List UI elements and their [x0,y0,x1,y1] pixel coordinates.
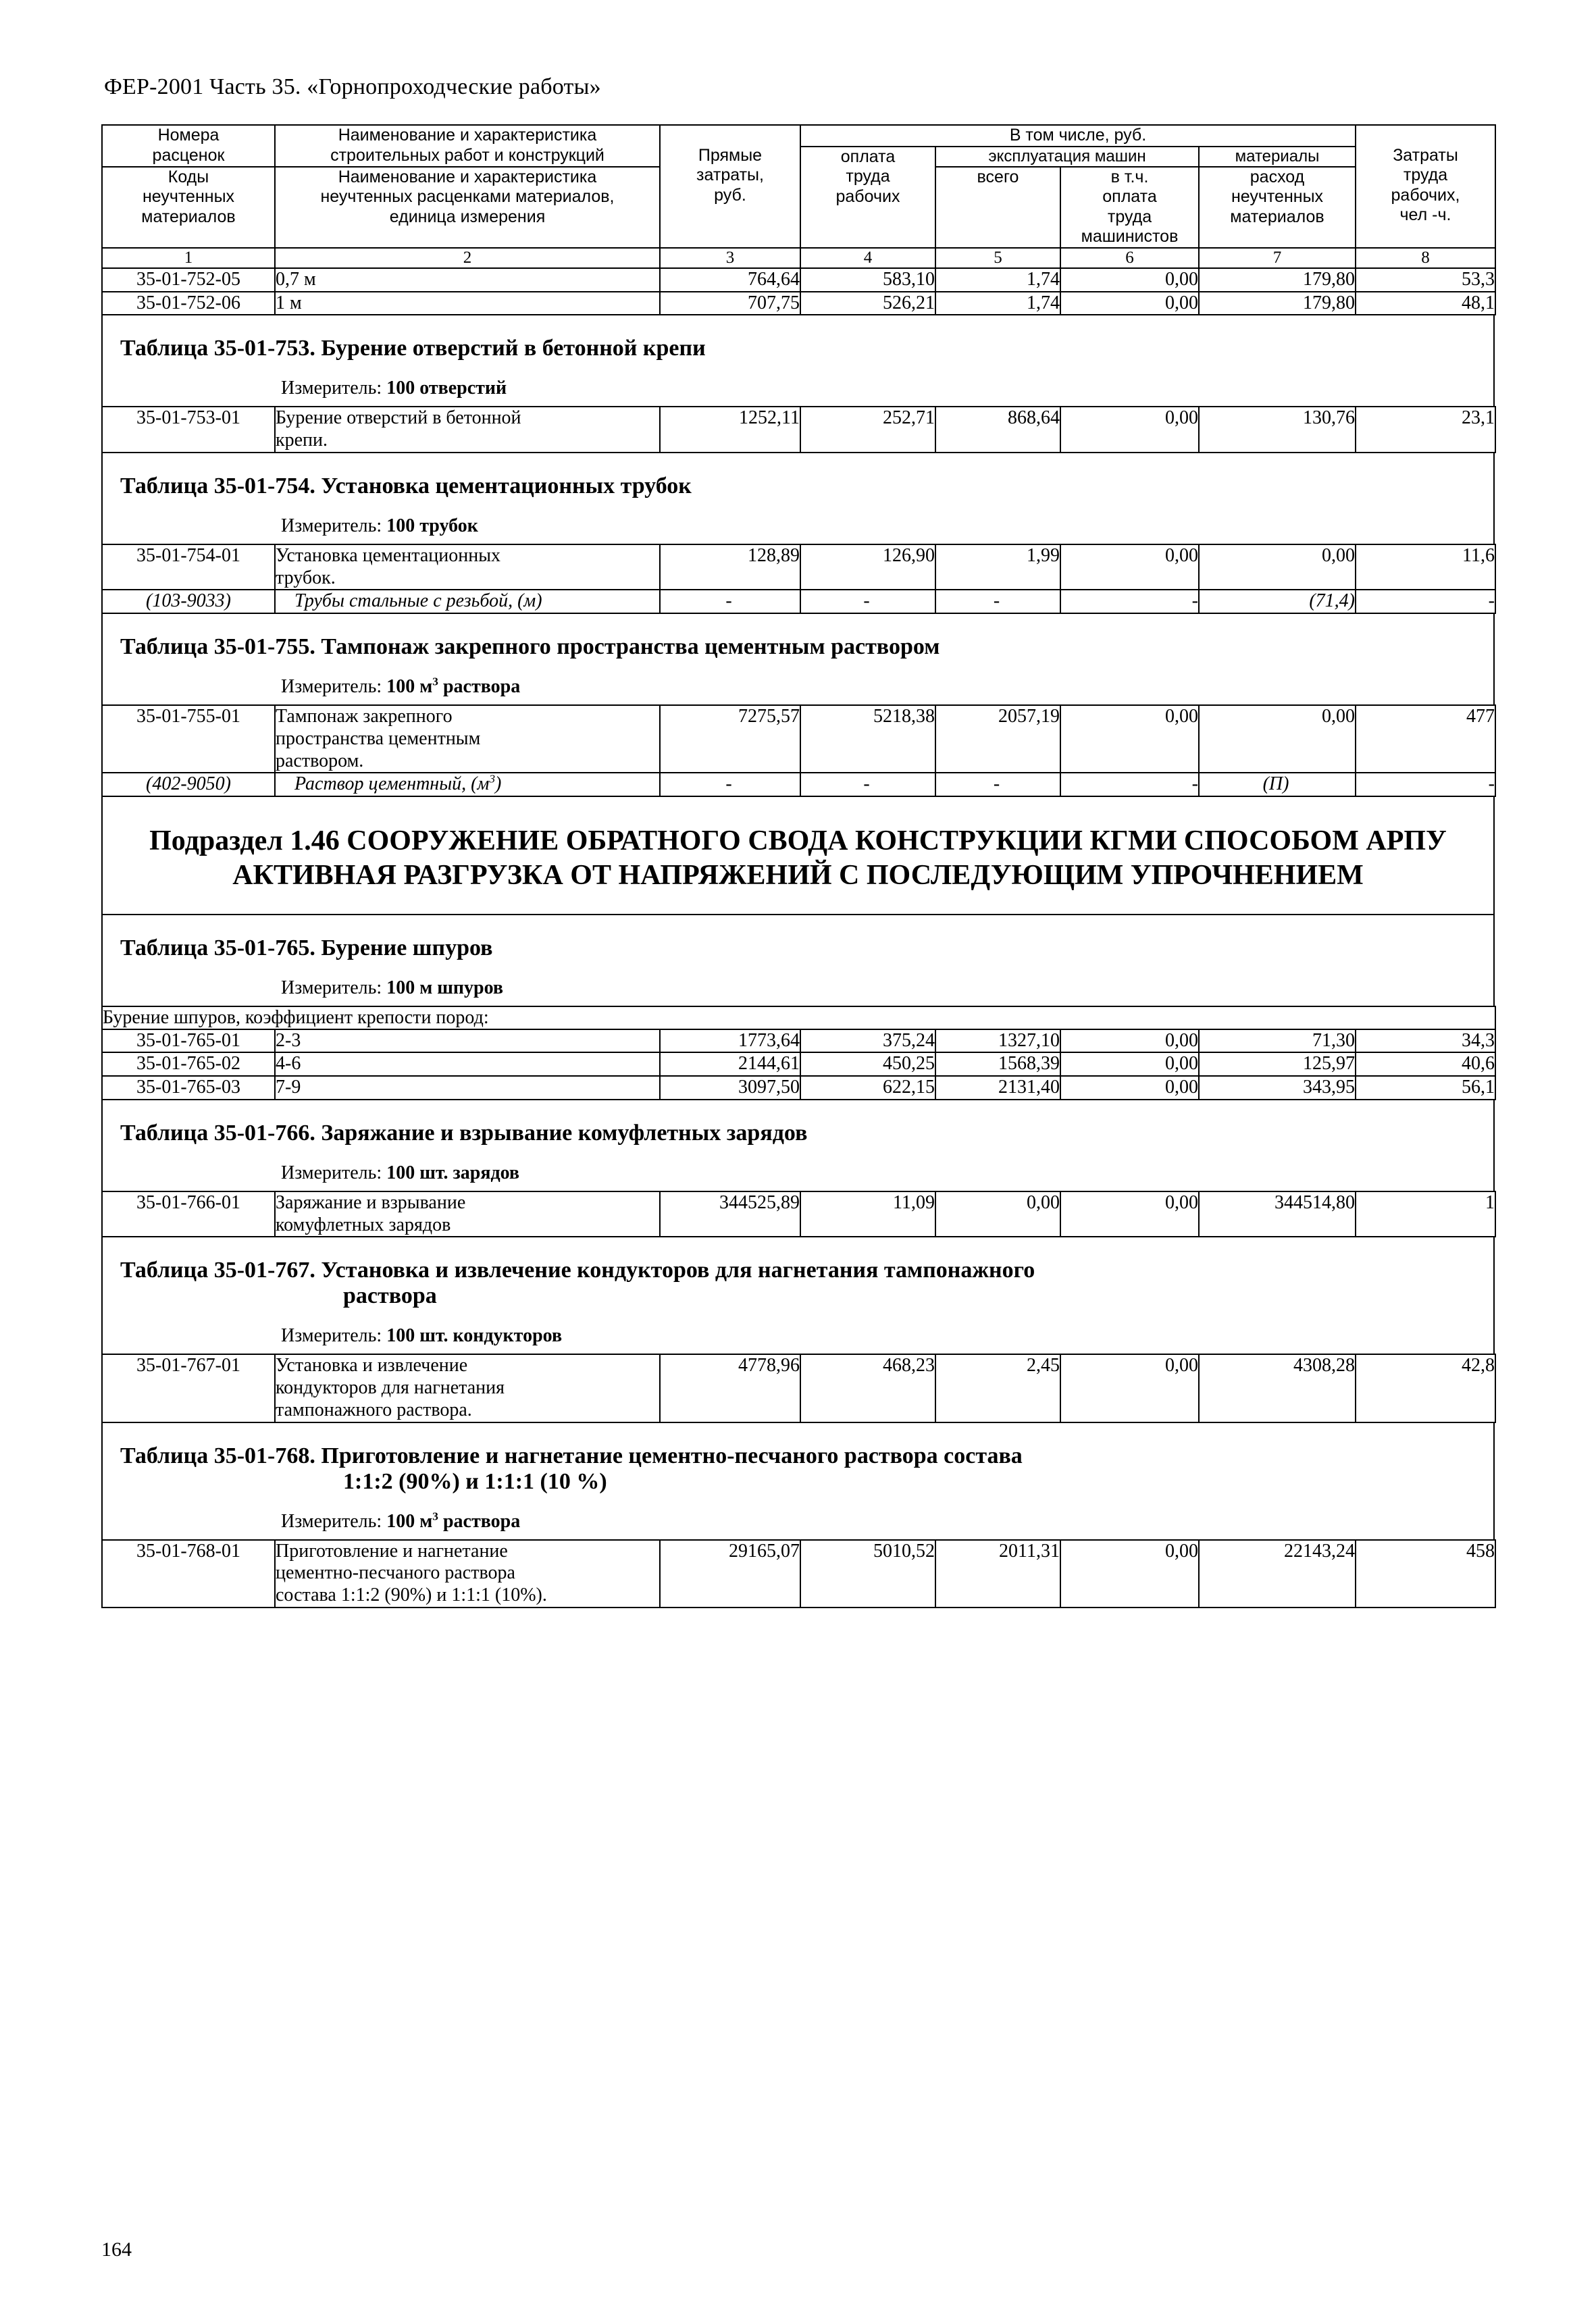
row-v6: 0,00 [1060,1540,1199,1608]
row-v5: 0,00 [935,1191,1060,1237]
table-subhead-row [102,1006,1495,1029]
th-codes-top: Номера расценок [102,125,275,167]
row-v8: 23,1 [1356,407,1495,453]
row-desc: Раствор цементный, $(м^3)$ [275,773,660,796]
row-code: 35-01-755-01 [102,705,275,773]
row-v5: - [935,590,1060,613]
row-v5: 1,74 [935,268,1060,292]
colnum-6: 6 [1060,248,1199,268]
row-v4: 252,71 [800,407,935,453]
section-767-head [101,1237,1495,1354]
row-v7: 125,97 [1199,1052,1356,1076]
row-v8: 1 [1356,1191,1495,1237]
rates-table-header [101,124,1496,315]
row-desc: Приготовление и нагнетание цементно-песчаного раствора состава 1:1:2 (90%) и 1:1:1 (10%). [275,1540,660,1608]
row-v6: 0,00 [1060,705,1199,773]
izmeritel-line [103,1318,1493,1354]
th-name-top: Наименование и характеристика строительных работ и конструкций [275,125,660,167]
row-v6: 0,00 [1060,292,1199,315]
row-v3: - [660,590,800,613]
row-v7: (71,4) [1199,590,1356,613]
row-v7: 0,00 [1199,544,1356,590]
section-755-head [101,614,1495,704]
table-row [102,407,1495,453]
row-v5: 1,74 [935,292,1060,315]
th-name-bottom: Наименование и характеристика неучтенных расценками материалов, единица измерения [275,167,660,248]
table-title: Таблица 35-01-766. Заряжание и взрывание комуфлетных зарядов [120,1120,808,1146]
row-v5: 2057,19 [935,705,1060,773]
rates-table-755 [101,704,1496,797]
row-v7: 71,30 [1199,1029,1356,1053]
table-row [102,292,1495,315]
row-v8: 11,6 [1356,544,1495,590]
row-code: 35-01-752-05 [102,268,275,292]
colnum-7: 7 [1199,248,1356,268]
row-v3: 4778,96 [660,1354,800,1422]
row-v8: - [1356,773,1495,796]
row-code: 35-01-765-03 [102,1076,275,1100]
row-code: 35-01-765-02 [102,1052,275,1076]
th-machines: эксплуатация машин [935,147,1199,167]
izmeritel-value: 100 $м^3$ раствора [386,675,521,698]
th-codes-bottom: Коды неучтенных материалов [102,167,275,248]
row-desc: Бурение отверстий в бетонной крепи. [275,407,660,453]
row-code: 35-01-752-06 [102,292,275,315]
row-desc: 2-3 [275,1029,660,1053]
th-machinist-pay: в т.ч. оплата труда машинистов [1060,167,1199,248]
row-desc: Тампонаж закрепного пространства цементным раствором. [275,705,660,773]
row-v4: 11,09 [800,1191,935,1237]
table-row [102,544,1495,590]
rates-table-754 [101,544,1496,614]
row-v5: - [935,773,1060,796]
row-desc: 4-6 [275,1052,660,1076]
th-machines-total: всего [935,167,1060,248]
row-code: 35-01-765-01 [102,1029,275,1053]
row-code: (402-9050) [102,773,275,796]
row-v4: 126,90 [800,544,935,590]
rates-table-765 [101,1006,1496,1100]
table-title-line1: Таблица 35-01-767. Установка и извлечение кондукторов для нагнетания тампонажного [120,1258,1035,1283]
row-v7: 343,95 [1199,1076,1356,1100]
th-group-including: В том числе, руб. [800,125,1356,147]
row-v3: 764,64 [660,268,800,292]
izmeritel-label: Измеритель: [281,1325,382,1347]
row-v5: 1,99 [935,544,1060,590]
row-v6: 0,00 [1060,1354,1199,1422]
row-v4: 375,24 [800,1029,935,1053]
izmeritel-value: 100 м шпуров [386,977,504,998]
row-v4: 5218,38 [800,705,935,773]
row-v3: 29165,07 [660,1540,800,1608]
row-v3: 3097,50 [660,1076,800,1100]
table-row [102,1540,1495,1608]
colnum-5: 5 [935,248,1060,268]
row-v3: - [660,773,800,796]
row-v5: 1568,39 [935,1052,1060,1076]
th-materials: материалы [1199,147,1356,167]
row-desc: 0,7 м [275,268,660,292]
subsection-title: Подраздел 1.46 СООРУЖЕНИЕ ОБРАТНОГО СВОДА КОНСТРУКЦИИ КГМИ СПОСОБОМ АРПУ АКТИВНАЯ РАЗГРУЗКА ОТ НАПРЯЖЕНИЙ С ПОСЛЕДУЮЩИМ УПРОЧНЕНИЕМ [149,825,1447,892]
page-number: 164 [101,2238,132,2261]
th-worker-pay: оплата труда рабочих [800,147,935,248]
row-v4: 468,23 [800,1354,935,1422]
row-v6: 0,00 [1060,1029,1199,1053]
colnum-8: 8 [1356,248,1495,268]
row-v7: 344514,80 [1199,1191,1356,1237]
row-desc: Заряжание и взрывание комуфлетных зарядов [275,1191,660,1237]
row-v4: 622,15 [800,1076,935,1100]
row-v3: 2144,61 [660,1052,800,1076]
row-v7: 0,00 [1199,705,1356,773]
row-v8: 42,8 [1356,1354,1495,1422]
table-title: Таблица 35-01-753. Бурение отверстий в бетонной крепи [120,336,706,361]
row-v5: 1327,10 [935,1029,1060,1053]
th-direct-costs: Прямые затраты, руб. [660,125,800,248]
row-v3: 344525,89 [660,1191,800,1237]
row-v5: 2011,31 [935,1540,1060,1608]
row-v8: 34,3 [1356,1029,1495,1053]
izmeritel-line [103,1504,1493,1539]
row-desc: 7-9 [275,1076,660,1100]
row-v4: 526,21 [800,292,935,315]
row-v7: 4308,28 [1199,1354,1356,1422]
izmeritel-label: Измеритель: [281,1162,382,1183]
izmeritel-label: Измеритель: [281,515,382,536]
row-code: 35-01-768-01 [102,1540,275,1608]
table-title-line2: 1:1:2 (90%) и 1:1:1 (10 %) [343,1468,607,1494]
table-title [103,1423,1493,1504]
table-row [102,1052,1495,1076]
row-v8: - [1356,590,1495,613]
row-v7: 179,80 [1199,268,1356,292]
row-v6: - [1060,590,1199,613]
table-row-material [102,590,1495,613]
table-title [103,1237,1493,1318]
section-753-head [101,315,1495,406]
row-v7: 179,80 [1199,292,1356,315]
th-materials-usage: расход неучтенных материалов [1199,167,1356,248]
izmeritel-label: Измеритель: [281,1510,382,1532]
row-v6: 0,00 [1060,1052,1199,1076]
izmeritel-line [103,971,1493,1006]
row-v8: 40,6 [1356,1052,1495,1076]
table-title: Таблица 35-01-755. Тампонаж закрепного пространства цементным раствором [120,634,940,660]
th-labor-costs: Затраты труда рабочих, чел -ч. [1356,125,1495,248]
colnum-4: 4 [800,248,935,268]
table-row [102,1029,1495,1053]
table-row [102,268,1495,292]
section-768-head [101,1423,1495,1539]
row-desc: Установка цементационных трубок. [275,544,660,590]
table-row [102,1354,1495,1422]
row-v5: 2131,40 [935,1076,1060,1100]
section-766-head [101,1100,1495,1191]
table-column-numbers [102,248,1495,268]
rates-table-768 [101,1539,1496,1608]
section-754-head [101,453,1495,544]
row-desc: 1 м [275,292,660,315]
row-v6: 0,00 [1060,407,1199,453]
row-v8: 477 [1356,705,1495,773]
row-v4: 450,25 [800,1052,935,1076]
izmeritel-value: 100 отверстий [386,378,507,399]
table-head-row-1 [102,125,1495,147]
izmeritel-label: Измеритель: [281,676,382,698]
section-765-head [101,915,1495,1006]
row-code: 35-01-754-01 [102,544,275,590]
row-v4: - [800,590,935,613]
row-v3: 7275,57 [660,705,800,773]
row-v4: 5010,52 [800,1540,935,1608]
rates-table-766 [101,1191,1496,1238]
row-v7: (П) [1199,773,1356,796]
rates-table-767 [101,1354,1496,1422]
izmeritel-line [103,669,1493,704]
row-code: 35-01-766-01 [102,1191,275,1237]
group-subheading: Бурение шпуров, коэффициент крепости пород: [102,1006,1495,1029]
row-code: 35-01-753-01 [102,407,275,453]
row-v3: 1252,11 [660,407,800,453]
table-title-line2: раствора [343,1283,437,1309]
izmeritel-line [103,371,1493,406]
row-v7: 22143,24 [1199,1540,1356,1608]
izmeritel-value: 100 трубок [386,515,478,536]
izmeritel-line [103,1156,1493,1191]
row-v6: 0,00 [1060,1191,1199,1237]
row-v8: 56,1 [1356,1076,1495,1100]
table-row [102,1191,1495,1237]
izmeritel-line [103,509,1493,544]
table-title: Таблица 35-01-765. Бурение шпуров [120,935,493,960]
rates-table-753 [101,406,1496,453]
row-v7: 130,76 [1199,407,1356,453]
row-v6: 0,00 [1060,544,1199,590]
page-header: ФЕР-2001 Часть 35. «Горнопроходческие работы» [104,74,601,99]
row-v8: 53,3 [1356,268,1495,292]
row-v6: 0,00 [1060,268,1199,292]
table-title-line1: Таблица 35-01-768. Приготовление и нагнетание цементно-песчаного раствора состава [120,1443,1023,1468]
table-row [102,1076,1495,1100]
colnum-1: 1 [102,248,275,268]
izmeritel-label: Измеритель: [281,977,382,998]
row-code: 35-01-767-01 [102,1354,275,1422]
row-desc: Установка и извлечение кондукторов для нагнетания тампонажного раствора. [275,1354,660,1422]
colnum-3: 3 [660,248,800,268]
row-v8: 458 [1356,1540,1495,1608]
izmeritel-value: 100 $м^3$ раствора [386,1510,521,1532]
izmeritel-value: 100 шт. зарядов [386,1162,520,1183]
row-code: (103-9033) [102,590,275,613]
row-v4: 583,10 [800,268,935,292]
row-v6: 0,00 [1060,1076,1199,1100]
row-v3: 128,89 [660,544,800,590]
table-title: Таблица 35-01-754. Установка цементационных трубок [120,473,692,498]
row-v5: 2,45 [935,1354,1060,1422]
row-desc: Трубы стальные с резьбой, (м) [275,590,660,613]
row-v3: 707,75 [660,292,800,315]
row-v5: 868,64 [935,407,1060,453]
row-v3: 1773,64 [660,1029,800,1053]
row-v4: - [800,773,935,796]
colnum-2: 2 [275,248,660,268]
row-v8: 48,1 [1356,292,1495,315]
izmeritel-label: Измеритель: [281,378,382,399]
row-v6: - [1060,773,1199,796]
table-row [102,705,1495,773]
subsection-block [101,797,1495,915]
table-row-material [102,773,1495,796]
izmeritel-value: 100 шт. кондукторов [386,1325,563,1347]
